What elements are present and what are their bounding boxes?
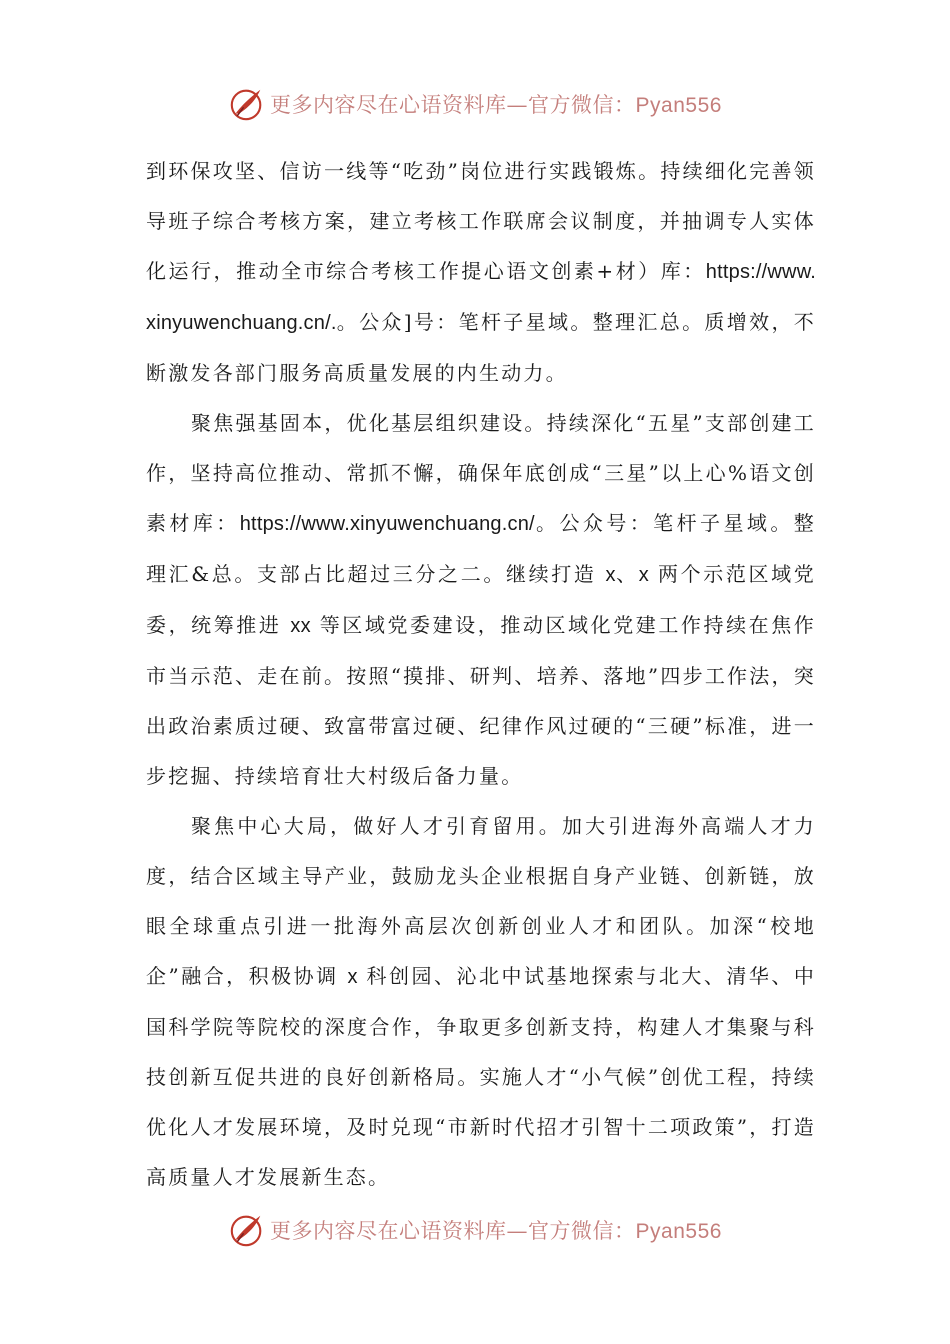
url-text: https://www.xinyuwenchuang.cn/ bbox=[239, 513, 535, 535]
paragraph-1: 到环保攻坚、信访一线等“吃劲”岗位进行实践锻炼。持续细化完善领导班子综合考核方案，建立考核工作联席会议制度，并抽调专人实体化运行，推动全市综合考核工作提心语文创素+材）库：https://www.xinyuwenchuang.cn/.。公众]号：笔杆子星域。整理汇总。质增效，不断激发各部门服务高质量发展的内生动力。 bbox=[146, 159, 816, 385]
url-text: https://www.xinyuwenchuang.cn/. bbox=[146, 261, 816, 334]
banner-text: 更多内容尽在心语资料库—官方微信：Pyan556 bbox=[270, 93, 722, 117]
quill-logo-icon bbox=[228, 1211, 266, 1249]
document-body bbox=[146, 146, 816, 1202]
header-watermark-banner bbox=[0, 82, 950, 126]
banner-text: 更多内容尽在心语资料库—官方微信：Pyan556 bbox=[270, 1219, 722, 1243]
footer-watermark-banner bbox=[0, 1208, 950, 1252]
paragraph-2: 聚焦强基固本，优化基层组织建设。持续深化“五星”支部创建工作，坚持高位推动、常抓不懈，确保年底创成“三星”以上心%语文创素材库：https://www.xinyuwenchuang.cn/。公众号：笔杆子星域。整理汇&总。支部占比超过三分之二。继续打造 x、x 两个示范区域党委，统筹推进 xx 等区域党委建设，推动区域化党建工作持续在焦作市当示范、走在前。按照“摸排、研判、培养、落地”四步工作法，突出政治素质过硬、致富带富过硬、纪律作风过硬的“三硬”标准，进一步挖掘、持续培育壮大村级后备力量。 bbox=[146, 411, 817, 788]
paragraph-3: 聚焦中心大局，做好人才引育留用。加大引进海外高端人才力度，结合区域主导产业，鼓励龙头企业根据自身产业链、创新链，放眼全球重点引进一批海外高层次创新创业人才和团队。加深“校地企”融合，积极协调 x 科创园、沁北中试基地探索与北大、清华、中国科学院等院校的深度合作，争取更多创新支持，构建人才集聚与科技创新互促共进的良好创新格局。实施人才“小气候”创优工程，持续优化人才发展环境，及时兑现“市新时代招才引智十二项政策”，打造高质量人才发展新生态。 bbox=[146, 814, 817, 1189]
quill-logo-icon bbox=[228, 85, 266, 123]
